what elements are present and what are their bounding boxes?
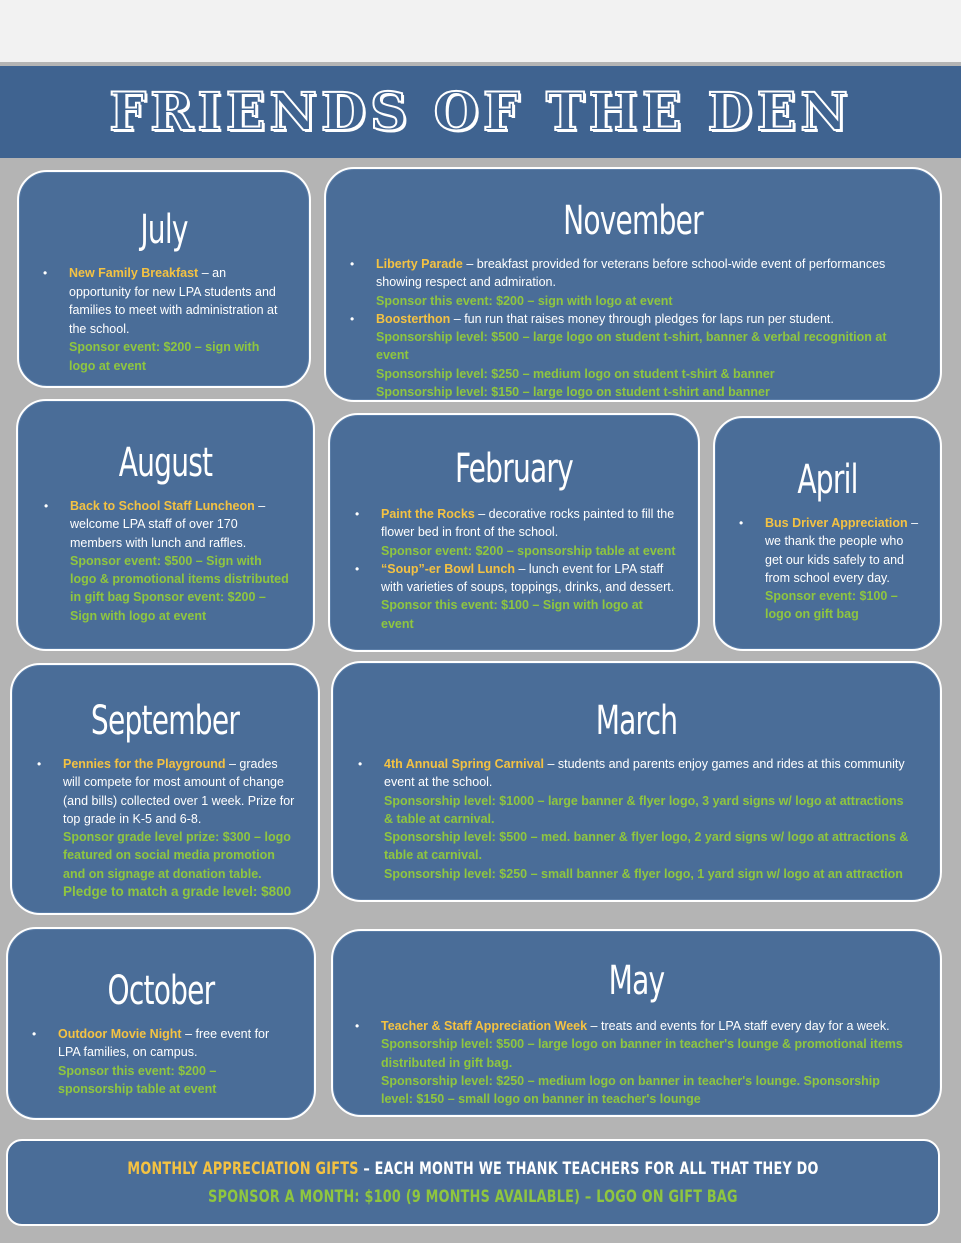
event-sponsorship: Sponsor event: $500 – Sign with logo & promotional items distributed in gift bag Sponsor event: $200 – Sign with logo at event bbox=[70, 553, 289, 623]
event-item bbox=[358, 755, 916, 883]
event-description: – free event for LPA families, on campus. bbox=[58, 1027, 270, 1060]
card-november bbox=[324, 167, 942, 402]
event-name: Boosterthon bbox=[376, 311, 451, 326]
card-july bbox=[17, 170, 311, 388]
event-name: New Family Breakfast bbox=[69, 266, 199, 280]
event-description: – treats and events for LPA staff every day for a week. bbox=[587, 1019, 890, 1033]
card-may bbox=[331, 929, 942, 1117]
event-description: – decorative rocks painted to fill the flower bed in front of the school. bbox=[381, 507, 675, 540]
event-name: Outdoor Movie Night bbox=[58, 1027, 182, 1041]
month-title: July bbox=[140, 207, 188, 253]
event-description: – breakfast provided for veterans before school-wide event of performances showing respect and admiration. bbox=[376, 257, 886, 290]
event-sponsorship: Sponsor event: $100 – logo on gift bag bbox=[765, 589, 898, 622]
month-title: November bbox=[563, 198, 703, 244]
event-name: Teacher & Staff Appreciation Week bbox=[381, 1019, 588, 1033]
event-list bbox=[43, 264, 287, 375]
event-sponsorship: Sponsor event: $200 – sponsorship table at event bbox=[381, 543, 676, 558]
event-list bbox=[358, 755, 916, 883]
event-description: – grades will compete for most amount of change (and bills) collected over 1 week. Prize for top grade in K-5 and 6-8. bbox=[63, 757, 295, 826]
bullet-icon: • bbox=[739, 516, 744, 530]
event-sponsorship: Sponsorship level: $500 – large logo on banner in teacher's lounge & promotional items distributed in gift bag. Sponsorship level: $250 – medium logo on banner in teacher's lounge. Sponsorship level: $150 – small logo on banner in teacher's lounge bbox=[381, 1037, 903, 1107]
event-sponsorship: Sponsorship level: $1000 – large banner & flyer logo, 3 yard signs w/ logo at attractions & table at carnival. Sponsorship level: $500 – med. banner & flyer logo, 2 yard signs w/ logo at attractions & table at carnival. Sponsorship level: $250 – small banner & flyer logo, 1 yard sign w/ logo at an attraction bbox=[384, 793, 909, 881]
page-title: FRIENDS OF THE DEN bbox=[109, 81, 852, 143]
footer-title-line bbox=[73, 1155, 873, 1183]
card-march bbox=[331, 661, 942, 902]
month-title: October bbox=[107, 968, 215, 1014]
event-item bbox=[355, 505, 676, 560]
footer-sponsorship: SPONSOR A MONTH: $100 (9 MONTHS AVAILABLE) – LOGO ON GIFT BAG bbox=[208, 1187, 738, 1206]
event-description: – we thank the people who get our kids safely to and from school every day. bbox=[765, 516, 919, 585]
event-pledge: Pledge to match a grade level: $800 bbox=[63, 884, 292, 900]
event-item bbox=[350, 255, 914, 310]
event-name: Bus Driver Appreciation bbox=[765, 516, 908, 530]
bullet-icon: • bbox=[350, 257, 355, 271]
card-september bbox=[10, 663, 320, 915]
header-banner bbox=[0, 66, 961, 158]
bullet-icon: • bbox=[358, 757, 363, 771]
event-list bbox=[350, 255, 914, 401]
event-name: Liberty Parade bbox=[376, 257, 463, 271]
event-sponsorship: Sponsor this event: $100 – Sign with logo at event bbox=[381, 598, 643, 631]
event-description: – students and parents enjoy games and rides at this community event at the school. bbox=[384, 757, 905, 790]
event-sponsorship: Sponsor this event: $200 – sponsorship table at event bbox=[58, 1063, 217, 1096]
event-item bbox=[355, 1017, 910, 1108]
bullet-icon: • bbox=[43, 266, 48, 280]
bullet-icon: • bbox=[355, 1019, 360, 1033]
footer-title: MONTHLY APPRECIATION GIFTS bbox=[127, 1159, 359, 1178]
event-list bbox=[32, 1025, 292, 1098]
event-item bbox=[355, 560, 676, 633]
event-list bbox=[44, 497, 291, 625]
footer-card bbox=[6, 1139, 940, 1226]
event-item bbox=[350, 310, 914, 401]
bullet-icon: • bbox=[37, 757, 42, 771]
event-sponsorship: Sponsorship level: $500 – large logo on student t-shirt, banner & verbal recognition at event Sponsorship level: $250 – medium logo on student t-shirt & banner Sponsorship level: $150 – large logo on student t-shirt and banner bbox=[376, 330, 887, 400]
event-description: – an opportunity for new LPA students and families to meet with administration at the school. bbox=[69, 266, 278, 336]
event-description: – lunch event for LPA staff with varieties of soups, toppings, drinks, and dessert. bbox=[381, 561, 675, 595]
month-title: March bbox=[595, 698, 678, 744]
event-name: Back to School Staff Luncheon bbox=[70, 499, 255, 513]
month-title: April bbox=[797, 457, 858, 503]
event-item bbox=[32, 1025, 292, 1098]
event-list bbox=[37, 755, 298, 901]
event-list bbox=[355, 505, 676, 633]
event-item bbox=[43, 264, 287, 375]
month-title: September bbox=[90, 698, 240, 744]
event-sponsorship: Sponsor this event: $200 – sign with logo at event bbox=[376, 293, 673, 308]
event-name: Pennies for the Playground bbox=[63, 757, 226, 771]
event-item bbox=[37, 755, 298, 901]
card-august bbox=[16, 399, 315, 651]
event-name: Paint the Rocks bbox=[381, 507, 475, 521]
event-item bbox=[44, 497, 291, 625]
event-description: – welcome LPA staff of over 170 members with lunch and raffles. bbox=[70, 499, 266, 550]
event-sponsorship: Sponsor grade level prize: $300 – logo featured on social media promotion and on signage at donation table. bbox=[63, 830, 291, 881]
bullet-icon: • bbox=[32, 1027, 37, 1041]
bullet-icon: • bbox=[355, 561, 360, 576]
event-item bbox=[739, 514, 922, 624]
footer-description: – EACH MONTH WE THANK TEACHERS FOR ALL THAT THEY DO bbox=[358, 1159, 819, 1178]
event-name: “Soup”-er Bowl Lunch bbox=[381, 561, 516, 576]
card-february bbox=[328, 413, 700, 652]
month-title: May bbox=[608, 958, 665, 1004]
event-description: – fun run that raises money through pledges for laps run per student. bbox=[450, 311, 834, 326]
month-title: February bbox=[455, 446, 573, 492]
event-list bbox=[355, 1017, 910, 1108]
bullet-icon: • bbox=[355, 507, 360, 521]
bullet-icon: • bbox=[350, 311, 355, 326]
card-april bbox=[713, 416, 942, 651]
event-name: 4th Annual Spring Carnival bbox=[384, 757, 544, 771]
card-october bbox=[6, 927, 316, 1120]
bullet-icon: • bbox=[44, 499, 49, 513]
event-list bbox=[739, 514, 922, 624]
event-sponsorship: Sponsor event: $200 – sign with logo at event bbox=[69, 340, 260, 373]
month-title: August bbox=[118, 440, 213, 486]
